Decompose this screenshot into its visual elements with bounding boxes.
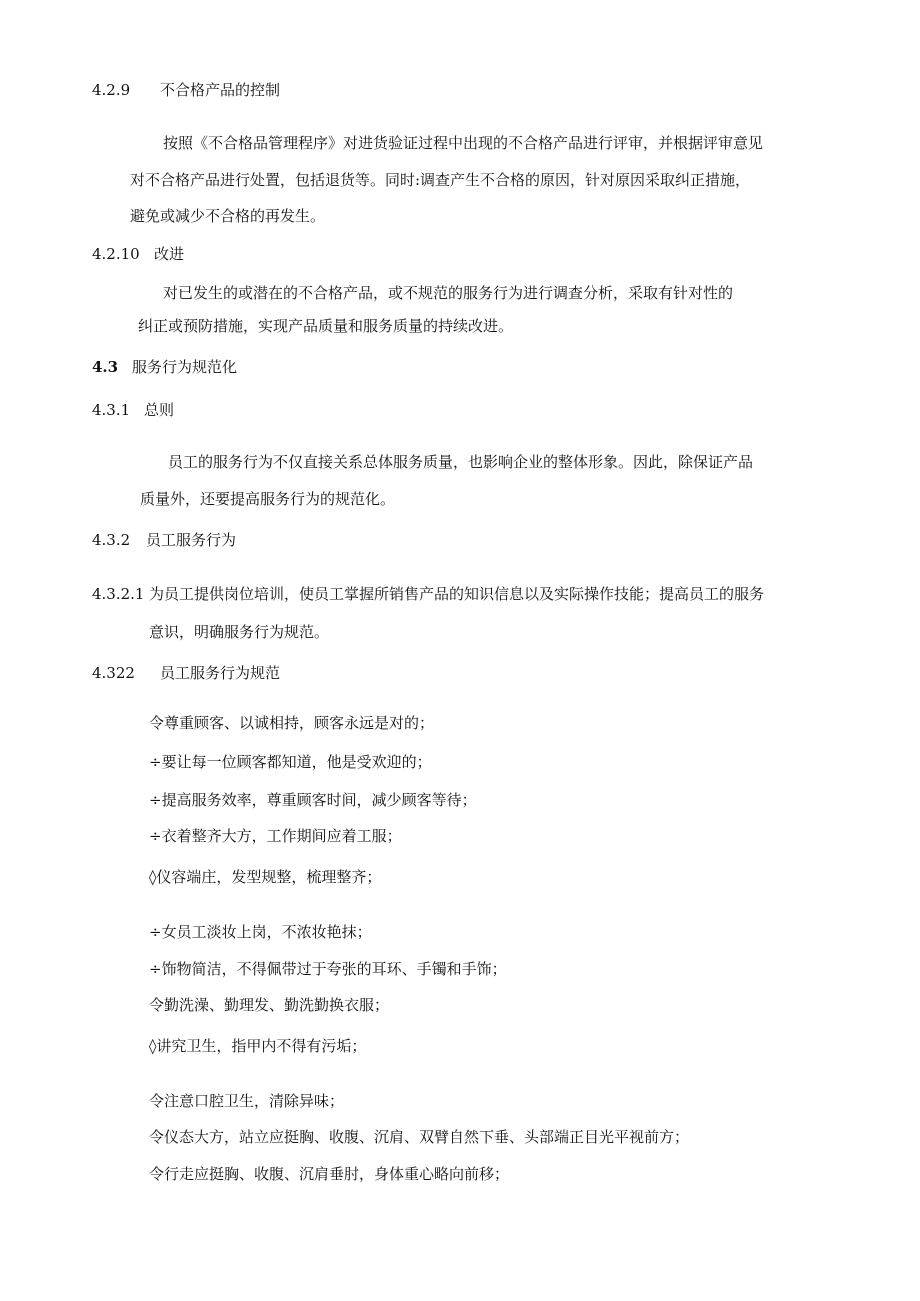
section-title: 改进: [154, 245, 185, 263]
bullet-item: ◊讲究卫生，指甲内不得有污垢；: [149, 1037, 367, 1055]
paragraph-line: 对已发生的或潜在的不合格产品，或不规范的服务行为进行调查分析，采取有针对性的: [163, 284, 734, 302]
bullet-item: ÷饰物简洁，不得佩带过于夸张的耳环、手镯和手饰；: [149, 960, 507, 978]
bullet-item: ÷女员工淡妆上岗，不浓妆艳抹；: [149, 923, 372, 941]
bullet-item: 令注意口腔卫生，清除异味；: [149, 1092, 345, 1110]
paragraph-line: 按照《不合格品管理程序》对进货验证过程中出现的不合格产品进行评审，并根据评审意见: [163, 134, 764, 152]
section-number: 4.3.2.1: [92, 585, 145, 603]
bullet-item: 令尊重顾客、以诚相持，顾客永远是对的；: [149, 714, 435, 732]
paragraph-line: 员工的服务行为不仅直接关系总体服务质量，也影响企业的整体形象。因此，除保证产品: [168, 453, 754, 471]
paragraph-line: 避免或减少不合格的再发生。: [130, 207, 326, 225]
bullet-item: 令行走应挺胸、收腹、沉肩垂肘，身体重心略向前移；: [149, 1165, 510, 1183]
bullet-item: ÷提高服务效率，尊重顾客时间，减少顾客等待；: [149, 791, 477, 809]
section-title: 服务行为规范化: [132, 358, 238, 376]
bullet-item: 令仪态大方，站立应挺胸、收腹、沉肩、双臂自然下垂、头部端正目光平视前方；: [149, 1128, 690, 1146]
section-number: 4.2.9: [92, 81, 131, 99]
section-title: 员工服务行为: [146, 531, 237, 549]
section-heading-4-2-9: [92, 80, 280, 100]
section-number: 4.322: [92, 664, 135, 682]
section-item-4-3-2-1: [92, 584, 764, 604]
section-number: 4.3: [92, 358, 119, 376]
paragraph-line: 对不合格产品进行处置，包括退货等。同时:调查产生不合格的原因，针对原因采取纠正措施，: [130, 171, 751, 189]
paragraph-line: 质量外，还要提高服务行为的规范化。: [140, 490, 396, 508]
bullet-item: 令勤洗澡、勤理发、勤洗勤换衣服；: [149, 996, 390, 1014]
section-heading-4-3-2: [92, 530, 236, 550]
section-number: 4.2.10: [92, 245, 140, 263]
bullet-item: ÷衣着整齐大方，工作期间应着工服；: [149, 827, 402, 845]
bullet-item: ÷要让每一位顾客都知道，他是受欢迎的；: [149, 753, 432, 771]
bullet-item: ◊仪容端庄，发型规整，梳理整齐；: [149, 868, 382, 886]
paragraph-line: 纠正或预防措施，实现产品质量和服务质量的持续改进。: [138, 317, 514, 335]
section-title: 员工服务行为规范: [160, 664, 281, 682]
section-heading-4-3-1: [92, 400, 174, 420]
section-number: 4.3.2: [92, 531, 131, 549]
paragraph-line: 为员工提供岗位培训，使员工掌握所销售产品的知识信息以及实际操作技能；提高员工的服务: [149, 585, 765, 603]
section-heading-4-2-10: [92, 244, 184, 264]
paragraph-line: 意识，明确服务行为规范。: [149, 623, 330, 641]
section-heading-4-3-2-2: [92, 663, 280, 683]
section-heading-4-3: [92, 357, 237, 377]
section-title: 不合格产品的控制: [160, 81, 281, 99]
section-number: 4.3.1: [92, 401, 131, 419]
section-title: 总则: [144, 401, 175, 419]
